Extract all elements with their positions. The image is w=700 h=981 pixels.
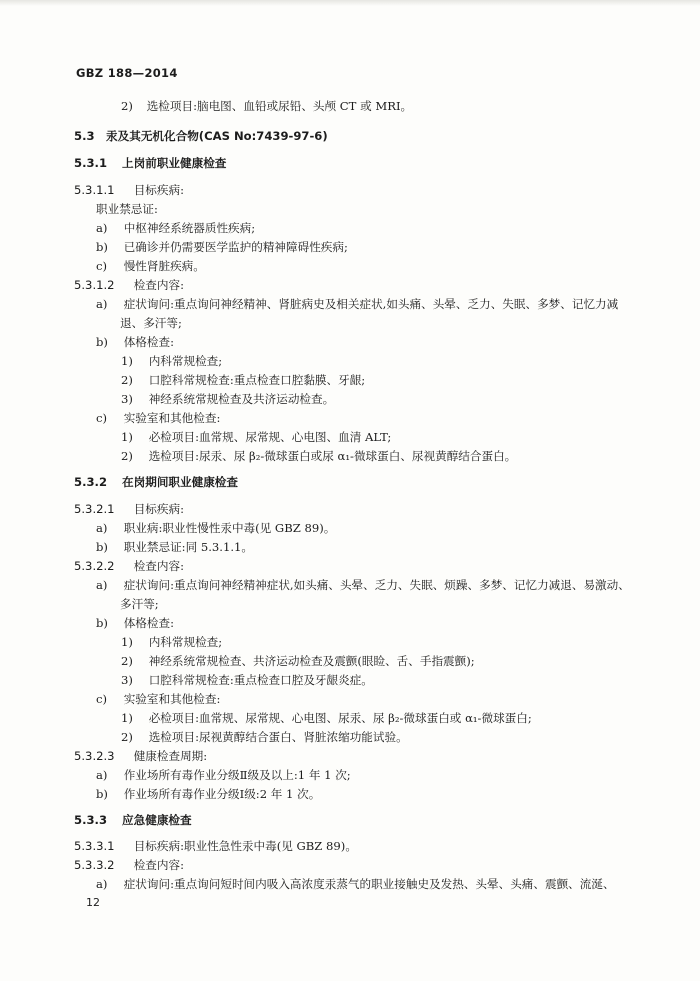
scan-edge (0, 0, 700, 6)
clause-number: 5.3.3.1 (74, 839, 115, 853)
section-number: 5.3.1 (74, 156, 108, 170)
clause-text: 检查内容: (133, 858, 184, 872)
clause-line (74, 838, 357, 854)
list-item (96, 767, 351, 783)
section-heading (74, 812, 192, 828)
item-marker: 2) (121, 99, 133, 113)
list-item (96, 334, 174, 350)
list-item-continuation (120, 596, 159, 612)
item-text: 口腔科常规检查:重点检查口腔及牙龈炎症。 (148, 673, 373, 687)
sub-list-item (121, 672, 373, 688)
item-marker: a) (96, 297, 108, 311)
item-text: 内科常规检查; (148, 635, 223, 649)
clause-line (74, 501, 184, 517)
item-text: 神经系统常规检查及共济运动检查。 (148, 392, 335, 406)
section-number: 5.3.3 (74, 813, 108, 827)
item-marker: 1) (121, 430, 133, 444)
item-text: 多汗等; (120, 597, 159, 611)
item-marker: b) (96, 616, 108, 630)
section-heading (74, 155, 226, 171)
item-marker: c) (96, 692, 108, 706)
clause-line (74, 558, 184, 574)
item-text: 神经系统常规检查、共济运动检查及震颤(眼睑、舌、手指震颤); (148, 654, 475, 668)
item-marker: 1) (121, 711, 133, 725)
clause-number: 5.3.2.2 (74, 559, 115, 573)
list-item (96, 258, 205, 274)
item-text: 选检项目:尿汞、尿 β₂-微球蛋白或尿 α₁-微球蛋白、尿视黄醇结合蛋白。 (148, 449, 517, 463)
item-text: 选检项目:尿视黄醇结合蛋白、肾脏浓缩功能试验。 (148, 730, 408, 744)
clause-text: 目标疾病:职业性急性汞中毒(见 GBZ 89)。 (133, 839, 357, 853)
item-marker: 2) (121, 373, 133, 387)
item-marker: b) (96, 240, 108, 254)
section-title: 上岗前职业健康检查 (122, 156, 227, 170)
item-text: 实验室和其他检查: (123, 411, 221, 425)
item-marker: 2) (121, 730, 133, 744)
item-marker: c) (96, 411, 108, 425)
item-text: 实验室和其他检查: (123, 692, 221, 706)
item-marker: b) (96, 540, 108, 554)
standard-code-header: GBZ 188—2014 (76, 66, 178, 80)
item-marker: 1) (121, 354, 133, 368)
clause-text: 目标疾病: (133, 183, 184, 197)
item-text: 症状询问:重点询问神经精神、肾脏病史及相关症状,如头痛、头晕、乏力、失眠、多梦、记忆力减 (123, 297, 619, 311)
list-item (96, 220, 255, 236)
clause-text: 健康检查周期: (133, 749, 208, 763)
body-text-content: 职业禁忌证: (96, 202, 158, 216)
item-text: 职业禁忌证:同 5.3.1.1。 (123, 540, 253, 554)
section-heading (74, 128, 328, 144)
list-item-continuation (120, 315, 182, 331)
sub-list-item (121, 710, 532, 726)
item-text: 作业场所有毒作业分级Ⅰ级:2 年 1 次。 (123, 787, 321, 801)
item-marker: b) (96, 335, 108, 349)
item-text: 必检项目:血常规、尿常规、心电图、血清 ALT; (148, 430, 392, 444)
item-text: 中枢神经系统器质性疾病; (123, 221, 256, 235)
item-marker: a) (96, 578, 108, 592)
item-text: 症状询问:重点询问短时间内吸入高浓度汞蒸气的职业接触史及发热、头晕、头痛、震颤、流涎、 (123, 877, 615, 891)
item-marker: a) (96, 877, 108, 891)
clause-line (74, 857, 184, 873)
list-item (96, 296, 618, 312)
item-marker: 3) (121, 392, 133, 406)
clause-text: 检查内容: (133, 559, 184, 573)
clause-number: 5.3.3.2 (74, 858, 115, 872)
sub-list-item (121, 429, 391, 445)
item-text: 已确诊并仍需要医学监护的精神障碍性疾病; (123, 240, 348, 254)
item-marker: 3) (121, 673, 133, 687)
list-item (96, 615, 174, 631)
clause-line (74, 748, 207, 764)
list-item (96, 577, 630, 593)
list-item (96, 239, 348, 255)
list-item (96, 786, 320, 802)
item-text: 职业病:职业性慢性汞中毒(见 GBZ 89)。 (123, 521, 336, 535)
list-item (96, 520, 335, 536)
clause-text: 目标疾病: (133, 502, 184, 516)
item-text: 症状询问:重点询问神经精神症状,如头痛、头晕、乏力、失眠、烦躁、多梦、记忆力减退、易激动、 (123, 578, 630, 592)
item-marker: b) (96, 787, 108, 801)
clause-number: 5.3.1.1 (74, 183, 115, 197)
sub-list-item (121, 729, 408, 745)
sub-list-item (121, 372, 365, 388)
list-item (96, 539, 253, 555)
item-text: 作业场所有毒作业分级Ⅱ级及以上:1 年 1 次; (123, 768, 351, 782)
clause-text: 检查内容: (133, 278, 184, 292)
section-title: 汞及其无机化合物(CAS No:7439-97-6) (106, 129, 328, 143)
item-text: 退、多汗等; (120, 316, 182, 330)
list-item (121, 98, 412, 114)
sub-list-item (121, 448, 516, 464)
list-item (96, 691, 220, 707)
section-title: 在岗期间职业健康检查 (122, 475, 238, 489)
clause-number: 5.3.2.1 (74, 502, 115, 516)
sub-list-item (121, 634, 222, 650)
clause-line (74, 182, 184, 198)
body-text (96, 201, 158, 217)
list-item (96, 410, 220, 426)
item-marker: a) (96, 521, 108, 535)
clause-line (74, 277, 184, 293)
sub-list-item (121, 653, 475, 669)
item-marker: 2) (121, 654, 133, 668)
section-title: 应急健康检查 (122, 813, 192, 827)
item-text: 口腔科常规检查:重点检查口腔黏膜、牙龈; (148, 373, 366, 387)
clause-number: 5.3.1.2 (74, 278, 115, 292)
sub-list-item (121, 353, 222, 369)
section-heading (74, 474, 238, 490)
section-number: 5.3.2 (74, 475, 108, 489)
sub-list-item (121, 391, 334, 407)
item-text: 体格检查: (123, 335, 174, 349)
list-item (96, 876, 615, 892)
item-marker: a) (96, 221, 108, 235)
item-marker: 2) (121, 449, 133, 463)
item-text: 必检项目:血常规、尿常规、心电图、尿汞、尿 β₂-微球蛋白或 α₁-微球蛋白; (148, 711, 532, 725)
item-marker: c) (96, 259, 108, 273)
item-marker: 1) (121, 635, 133, 649)
item-text: 体格检查: (123, 616, 174, 630)
clause-number: 5.3.2.3 (74, 749, 115, 763)
item-text: 内科常规检查; (148, 354, 223, 368)
item-marker: a) (96, 768, 108, 782)
item-text: 选检项目:脑电图、血铅或尿铅、头颅 CT 或 MRI。 (146, 99, 413, 113)
page-number: 12 (86, 896, 100, 909)
item-text: 慢性肾脏疾病。 (123, 259, 205, 273)
section-number: 5.3 (74, 129, 95, 143)
